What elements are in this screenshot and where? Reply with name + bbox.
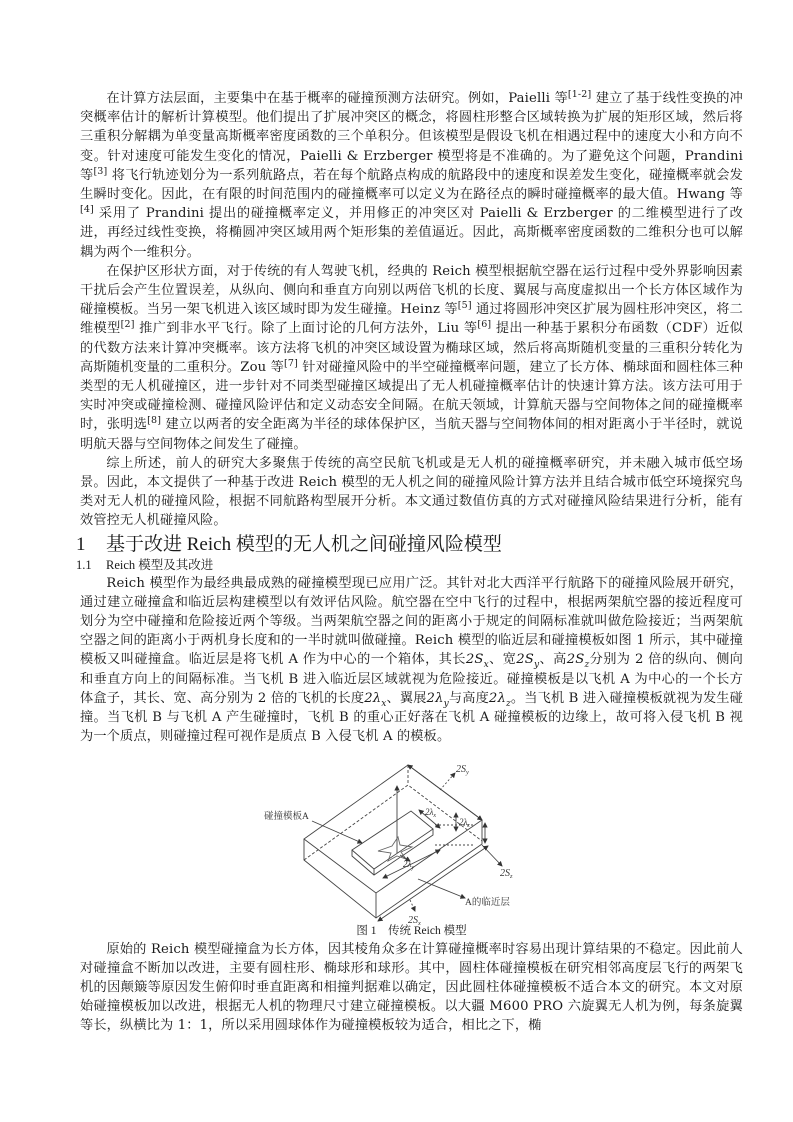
- aircraft-icon: [378, 837, 412, 861]
- math-symbol: 2S: [566, 652, 585, 668]
- text-run: 、高: [539, 652, 567, 668]
- text-run: 将飞行轨迹划分为一系列航路点，若在每个航路点构成的航路段中的速度和误差发生变化，碰撞概率就会发生瞬时变化。因此，在有限的时间范围内的碰撞概率可以定义为在路径点的瞬时碰撞概率的最大值。Hwang 等: [80, 167, 743, 203]
- math-subscript: z: [584, 660, 590, 671]
- reich-model-diagram: [260, 753, 550, 927]
- section-title: 基于改进 Reich 模型的无人机之间碰撞风险模型: [106, 533, 502, 555]
- math-subscript: y: [443, 698, 449, 709]
- citation-ref[interactable]: [6]: [477, 319, 492, 331]
- text-run: 针对碰撞风险中的半空碰撞概率问题，建立了长方体、椭球面和圆柱体三种类型的无人机碰撞区，进一步针对不同类型碰撞区域提出了无人机碰撞概率估计的快速计算方法。该方法可用于实时冲突或碰撞检测、碰撞风险评估和定义动态安全间隔。在航天领域，计算航天器与空间物体之间的碰撞概率时，张明选: [80, 359, 743, 433]
- citation-ref[interactable]: [2]: [120, 319, 135, 331]
- citation-ref[interactable]: [4]: [80, 204, 94, 216]
- math-symbol: 2S: [465, 652, 484, 668]
- citation-ref[interactable]: [7]: [284, 357, 298, 369]
- label-dim-ly: $2\lambda_y$: [403, 858, 415, 871]
- section-number: 1: [76, 533, 86, 555]
- text-run: Reich 模型作为最经典最成熟的碰撞模型现已应用广泛。其针对北大西洋平行航路下的碰撞风险展开研究，通过建立碰撞盒和临近层构建模型以有效评估风险。航空器在空中飞行的过程中，根据两架航空器的接近程度可划分为空中碰撞和危险接近两个等级。当两架航空器之间的距离小于规定的间隔标准就叫做危险接近；当两架航空器之间的距离小于两机身长度和的一半时就叫做碰撞。Reich 模型的临近层和碰撞模板如图 1 所示，其中碰撞模板又叫碰撞盒。临近层是将飞机 A 作为中心的一个箱体，其长: [80, 575, 743, 668]
- subsection-heading: [76, 557, 743, 574]
- label-dim-lz: $2\lambda_z$: [459, 816, 470, 829]
- citation-ref[interactable]: [5]: [457, 300, 472, 312]
- math-subscript: x: [483, 660, 489, 671]
- math-symbol: 2S: [516, 652, 534, 668]
- math-symbol: 2λ: [488, 690, 506, 706]
- text-run: 在保护区形状方面，对于传统的有人驾驶飞机，经典的 Reich 模型根据航空器在运行过程中受外界影响因素干扰后会产生位置误差，从纵向、侧向和垂直方向别以两倍飞机的长度、翼展与高度虚拟出一个长方体区域作为碰撞模板。当另一架飞机进入该区域时即为发生碰撞。Heinz 等: [80, 263, 743, 318]
- collision-template-box: [352, 811, 433, 875]
- proximity-layer-box: [304, 765, 482, 918]
- math-subscript: y: [534, 660, 540, 671]
- text-run: 提出一种基于累积分布函数（CDF）近似的代数方法来计算冲突概率。该方法将飞机的冲突区域设置为椭球区域，然后将高斯随机变量的三重积分转化为高斯随机变量的二重积分。Zou 等: [80, 321, 743, 375]
- subsection-title: Reich 模型及其改进: [106, 557, 214, 572]
- text-run: 原始的 Reich 模型碰撞盒为长方体，因其棱角众多在计算碰撞概率时容易出现计算结果的不稳定。因此前人对碰撞盒不断加以改进，主要有圆柱形、椭球形和球形。其中，圆柱体碰撞模板在研究相邻高度层飞行的两架飞机的因颠簸等原因发生俯仰时垂直距离和相撞判据难以确定，因此圆柱体碰撞模板不适合本文的研究。本文对原始碰撞模板加以改进，根据无人机的物理尺寸建立碰撞模板。以大疆 M600 PRO 六旋翼无人机为例，每条旋翼等长，纵横比为 1：1，所以采用圆球体作为碰撞模板较为适合，相比之下，椭: [80, 941, 743, 1034]
- document-page: [76, 89, 744, 1036]
- text-run: 推广到非水平飞行。除了上面讨论的几何方法外，Liu 等: [134, 321, 478, 337]
- text-run: 分别为 2 倍的纵向、侧向和垂直方向上的间隔标准。当飞机 B 进入临近层区域就视为危险接近。碰撞模板是以飞机 A 为中心的一个长方体盒子，其长、宽、高分别为 2 倍的飞机的长度: [80, 652, 743, 706]
- text-run: 、翼展: [386, 690, 427, 706]
- text-run: 采用了 Prandini 提出的碰撞概率定义，并用修正的冲突区对 Paielli & Erzberger 的二维模型进行了改进，再经过线性变换，将椭圆冲突区域用两个矩形集的差值逼近。因此，高斯概率密度函数的二维积分也可以解耦为两个一维积分。: [80, 206, 743, 260]
- paragraph-computation-methods: [80, 89, 743, 262]
- text-run: 在计算方法层面，主要集中在基于概率的碰撞预测方法研究。例如，Paielli 等: [106, 91, 568, 106]
- text-run: 通过将圆形冲突区扩展为圆柱形冲突区，将二维模型: [80, 302, 743, 337]
- math-symbol: 2λ: [364, 690, 382, 706]
- text-run: 、宽: [488, 652, 517, 668]
- paragraph-reich-model: [80, 574, 743, 747]
- citation-ref[interactable]: [8]: [147, 415, 162, 427]
- label-dim-sz: $2S_z$: [500, 867, 513, 880]
- text-run: 建立了基于线性变换的冲突概率估计的解析计算模型。他们提出了扩展冲突区的概念，将圆柱形整合区域转换为扩展的矩形区域，然后将三重积分解耦为单变量高斯概率密度函数的三个单积分。但该模型是假设飞机在相遇过程中的速度大小和方向不变。针对速度可能发生变化的情况，Paielli & Erzberger 模型将是不准确的。为了避免这个问题，Prandini 等: [80, 91, 743, 183]
- math-subscript: x: [381, 698, 387, 709]
- text-run: 。当飞机 B 进入碰撞模板就视为发生碰撞。当飞机 B 与飞机 A 产生碰撞时，飞机 B 的重心正好落在飞机 A 碰撞模板的边缘上，故可将入侵飞机 B 视为一个质点，则碰撞过程可视作是质点 B 入侵飞机 A 的模板。: [80, 690, 743, 745]
- citation-ref[interactable]: [3]: [93, 165, 108, 177]
- paragraph-summary: [80, 454, 743, 531]
- label-dim-sx: $2S_x$: [408, 914, 421, 927]
- label-collision-template: 碰撞模板A: [264, 811, 309, 822]
- figure-reich-model: [80, 753, 743, 927]
- label-dim-lx: $2\lambda_x$: [425, 806, 437, 819]
- label-dim-sy: $2S_y$: [456, 763, 469, 776]
- section-heading: [76, 532, 743, 557]
- text-run: 与高度: [448, 690, 489, 706]
- paragraph-protection-zone: [80, 262, 743, 454]
- text-run: 综上所述，前人的研究大多聚焦于传统的高空民航飞机或是无人机的碰撞概率研究，并未融入城市低空场景。因此，本文提供了一种基于改进 Reich 模型的无人机之间的碰撞风险计算方法并且结合城市低空环境探究鸟类对无人机的碰撞风险，根据不同航路构型展开分析。本文通过数值仿真的方式对碰撞风险结果进行分析，能有效管控无人机碰撞风险。: [80, 455, 743, 529]
- paragraph-improved-template: [80, 940, 743, 1036]
- figure-caption: 图 1 传统 Reich 模型: [356, 924, 467, 937]
- text-run: 建立以两者的安全距离为半径的球体保护区，当航天器与空间物体间的相对距离小于半径时，就说明航天器与空间物体之间发生了碰撞。: [80, 417, 744, 452]
- math-symbol: 2λ: [426, 690, 444, 706]
- subsection-number: 1.1: [76, 557, 92, 572]
- label-proximity-layer: A的临近层: [465, 897, 510, 908]
- math-subscript: z: [505, 698, 511, 709]
- citation-ref[interactable]: [1-2]: [567, 89, 592, 100]
